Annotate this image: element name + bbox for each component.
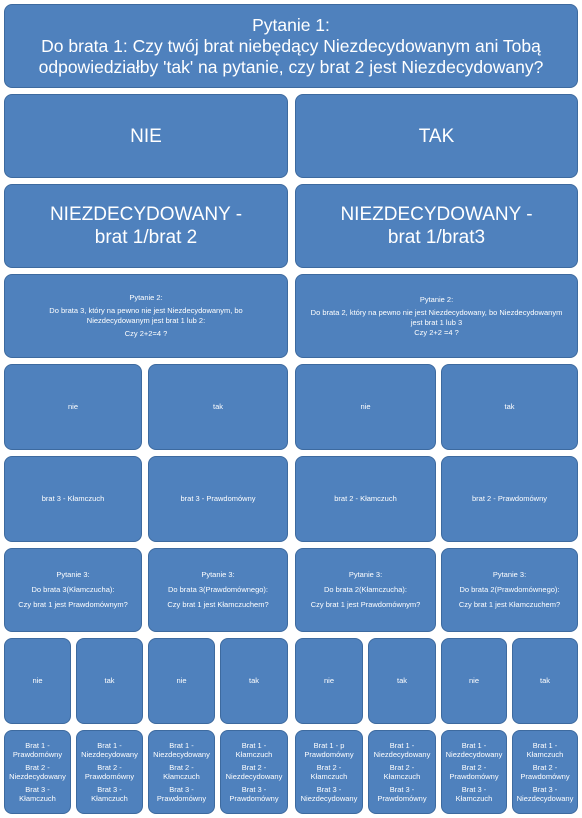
leaf-left-2-brat3-value: Kłamczuch xyxy=(91,794,128,803)
question-3-left-a-box xyxy=(4,548,142,632)
leaf-left-1-brat3-value: Kłamczuch xyxy=(19,794,56,803)
leaf-right-2-brat1-label: Brat 1 - xyxy=(389,740,415,750)
answer-2-left-tak-label: tak xyxy=(212,402,223,411)
answer-2-right-tak-box xyxy=(441,364,578,450)
question-2-right-line1: Do brata 2, który na pewno nie jest Niezdecydowany, bo Niezdecydowanym xyxy=(310,307,563,317)
question-3-left-b-title: Pytanie 3: xyxy=(201,570,235,579)
leaf-left-4-brat2-label: Brat 2 - xyxy=(241,762,267,772)
answer-3-left-3-label: nie xyxy=(176,676,187,685)
leaf-left-2-box xyxy=(76,730,143,814)
leaf-left-4-box xyxy=(220,730,288,814)
question-3-left-b-box xyxy=(148,548,288,632)
question-3-right-a-line2: Czy brat 1 jest Prawdomównym? xyxy=(310,600,421,609)
question-2-left-line3: Czy 2+2=4 ? xyxy=(124,329,168,338)
answer-2-left-tak-box xyxy=(148,364,288,450)
leaf-left-2-brat3-label: Brat 3 - xyxy=(97,784,122,794)
leaf-right-1-brat1-value: Prawdomówny xyxy=(304,750,354,759)
question-1-line1: Do brata 1: Czy twój brat niebędący Niezdecydowanym ani Tobą xyxy=(41,35,541,56)
question-3-left-b-line1: Do brata 3(Prawdomównego): xyxy=(167,585,269,594)
answer-nie-box xyxy=(4,94,288,178)
leaf-left-3-box xyxy=(148,730,215,814)
leaf-right-2-brat2-label: Brat 2 - xyxy=(389,762,415,772)
answer-3-left-1-label: nie xyxy=(32,676,43,685)
question-1-title: Pytanie 1: xyxy=(252,14,330,35)
leaf-left-1-brat2-label: Brat 2 - xyxy=(25,762,50,772)
answer-tak-box xyxy=(295,94,578,178)
leaf-left-3-brat3-label: Brat 3 - xyxy=(169,784,194,794)
leaf-right-2-brat3-value: Prawdomówny xyxy=(377,794,427,803)
leaf-right-2-box xyxy=(368,730,436,814)
question-1-line2: odpowiedziałby 'tak' na pytanie, czy brat 2 jest Niezdecydowany? xyxy=(38,56,544,77)
question-3-left-a-title: Pytanie 3: xyxy=(56,570,90,579)
answer-2-right-nie-label: nie xyxy=(360,402,371,411)
leaf-left-3-brat1-value: Niezdecydowany xyxy=(153,750,210,759)
answer-3-right-3-label: nie xyxy=(468,676,479,685)
question-2-right-title: Pytanie 2: xyxy=(419,294,454,304)
leaf-right-3-box xyxy=(441,730,507,814)
leaf-left-2-brat1-value: Niezdecydowany xyxy=(81,750,138,759)
answer-tak-label: TAK xyxy=(418,125,455,147)
answer-3-right-4-box xyxy=(512,638,578,724)
leaf-left-3-brat3-value: Prawdomówny xyxy=(156,794,207,803)
leaf-right-2-brat2-value: Kłamczuch xyxy=(383,772,421,781)
leaf-right-3-brat1-value: Niezdecydowany xyxy=(445,750,503,759)
leaf-right-1-brat2-label: Brat 2 - xyxy=(316,762,342,772)
result-right-line1: NIEZDECYDOWANY - xyxy=(340,204,533,225)
leaf-left-4-brat3-label: Brat 3 - xyxy=(241,784,267,794)
result-2-right-tak-box xyxy=(441,456,578,542)
result-2-right-nie-box xyxy=(295,456,436,542)
leaf-left-4-brat1-label: Brat 1 - xyxy=(241,740,267,750)
result-2-left-nie-box xyxy=(4,456,142,542)
leaf-right-4-brat2-label: Brat 2 - xyxy=(532,762,558,772)
leaf-right-4-brat2-value: Prawdomówny xyxy=(520,772,570,781)
question-3-left-a-line1: Do brata 3(Kłamczucha): xyxy=(31,585,115,594)
leaf-left-1-brat1-label: Brat 1 - xyxy=(25,740,50,750)
leaf-left-1-brat3-label: Brat 3 - xyxy=(25,784,50,794)
question-3-left-b-line2: Czy brat 1 jest Kłamczuchem? xyxy=(167,600,269,609)
question-2-right-box xyxy=(295,274,578,358)
result-right-line2: brat 1/brat3 xyxy=(387,227,486,248)
answer-3-left-4-label: tak xyxy=(248,676,259,685)
answer-3-left-2-box xyxy=(76,638,143,724)
leaf-right-1-brat2-value: Kłamczuch xyxy=(310,772,348,781)
question-3-right-b-line1: Do brata 2(Prawdomównego): xyxy=(459,585,560,594)
leaf-right-1-brat3-value: Niezdecydowany xyxy=(300,794,358,803)
result-2-right-tak-label: brat 2 - Prawdomówny xyxy=(471,494,548,503)
answer-3-right-1-box xyxy=(295,638,363,724)
answer-3-right-3-box xyxy=(441,638,507,724)
answer-3-left-3-box xyxy=(148,638,215,724)
answer-2-right-tak-label: tak xyxy=(504,402,515,411)
result-2-left-tak-label: brat 3 - Prawdomówny xyxy=(180,494,256,503)
question-3-right-a-box xyxy=(295,548,436,632)
answer-2-right-nie-box xyxy=(295,364,436,450)
leaf-left-2-brat2-value: Prawdomówny xyxy=(84,772,135,781)
question-3-right-b-line2: Czy brat 1 jest Kłamczuchem? xyxy=(458,600,561,609)
question-1-box xyxy=(4,4,578,88)
leaf-right-2-brat3-label: Brat 3 - xyxy=(389,784,415,794)
leaf-left-2-brat2-label: Brat 2 - xyxy=(97,762,122,772)
leaf-right-2-brat1-value: Niezdecydowany xyxy=(373,750,431,759)
leaf-right-4-brat1-value: Kłamczuch xyxy=(526,750,564,759)
leaf-left-1-brat2-value: Niezdecydowany xyxy=(9,772,66,781)
leaf-right-3-brat2-value: Prawdomówny xyxy=(449,772,499,781)
question-2-right-line3: Czy 2+2 =4 ? xyxy=(414,327,459,337)
leaf-right-1-box xyxy=(295,730,363,814)
question-3-right-b-title: Pytanie 3: xyxy=(492,570,527,579)
leaf-left-3-brat2-value: Kłamczuch xyxy=(163,772,200,781)
leaf-right-1-brat1-label: Brat 1 - p xyxy=(313,740,345,750)
leaf-left-1-brat1-value: Prawdomówny xyxy=(12,750,63,759)
answer-2-left-nie-label: nie xyxy=(67,402,78,411)
leaf-left-4-brat1-value: Kłamczuch xyxy=(235,750,273,759)
leaf-right-4-brat3-value: Niezdecydowany xyxy=(516,794,574,803)
question-2-left-line1: Do brata 3, który na pewno nie jest Niezdecydowanym, bo xyxy=(49,306,243,315)
leaf-right-3-brat2-label: Brat 2 - xyxy=(461,762,487,772)
question-2-right-line2: jest brat 1 lub 3 xyxy=(410,317,463,327)
question-2-left-line2: Niezdecydowanym jest brat 1 lub 2: xyxy=(86,316,206,325)
leaf-left-4-brat2-value: Niezdecydowany xyxy=(225,772,283,781)
answer-2-left-nie-box xyxy=(4,364,142,450)
result-right-box xyxy=(295,184,578,268)
leaf-left-2-brat1-label: Brat 1 - xyxy=(97,740,122,750)
question-3-right-b-box xyxy=(441,548,578,632)
result-left-line2: brat 1/brat 2 xyxy=(94,227,198,248)
leaf-right-4-box xyxy=(512,730,578,814)
leaf-right-3-brat3-label: Brat 3 - xyxy=(461,784,487,794)
result-2-right-nie-label: brat 2 - Kłamczuch xyxy=(334,494,397,503)
answer-3-right-4-label: tak xyxy=(539,676,550,685)
answer-3-right-1-label: nie xyxy=(323,676,334,685)
leaf-left-3-brat1-label: Brat 1 - xyxy=(169,740,194,750)
result-left-line1: NIEZDECYDOWANY - xyxy=(49,204,243,225)
answer-nie-label: NIE xyxy=(130,125,162,147)
question-3-left-a-line2: Czy brat 1 jest Prawdomównym? xyxy=(18,600,128,609)
answer-3-right-2-box xyxy=(368,638,436,724)
leaf-left-3-brat2-label: Brat 2 - xyxy=(169,762,194,772)
answer-3-left-2-label: tak xyxy=(104,676,115,685)
question-3-right-a-title: Pytanie 3: xyxy=(348,570,383,579)
question-2-left-box xyxy=(4,274,288,358)
answer-3-left-4-box xyxy=(220,638,288,724)
leaf-right-1-brat3-label: Brat 3 - xyxy=(316,784,342,794)
leaf-left-1-box xyxy=(4,730,71,814)
leaf-left-4-brat3-value: Prawdomówny xyxy=(229,794,279,803)
question-2-left-title: Pytanie 2: xyxy=(129,293,163,302)
leaf-right-4-brat1-label: Brat 1 - xyxy=(532,740,558,750)
leaf-right-3-brat1-label: Brat 1 - xyxy=(461,740,487,750)
leaf-right-4-brat3-label: Brat 3 - xyxy=(532,784,558,794)
result-2-left-nie-label: brat 3 - Kłamczuch xyxy=(41,494,105,503)
leaf-right-3-brat3-value: Kłamczuch xyxy=(455,794,493,803)
answer-3-left-1-box xyxy=(4,638,71,724)
result-left-box xyxy=(4,184,288,268)
question-3-right-a-line1: Do brata 2(Kłamczucha): xyxy=(324,585,407,594)
result-2-left-tak-box xyxy=(148,456,288,542)
answer-3-right-2-label: tak xyxy=(396,676,407,685)
